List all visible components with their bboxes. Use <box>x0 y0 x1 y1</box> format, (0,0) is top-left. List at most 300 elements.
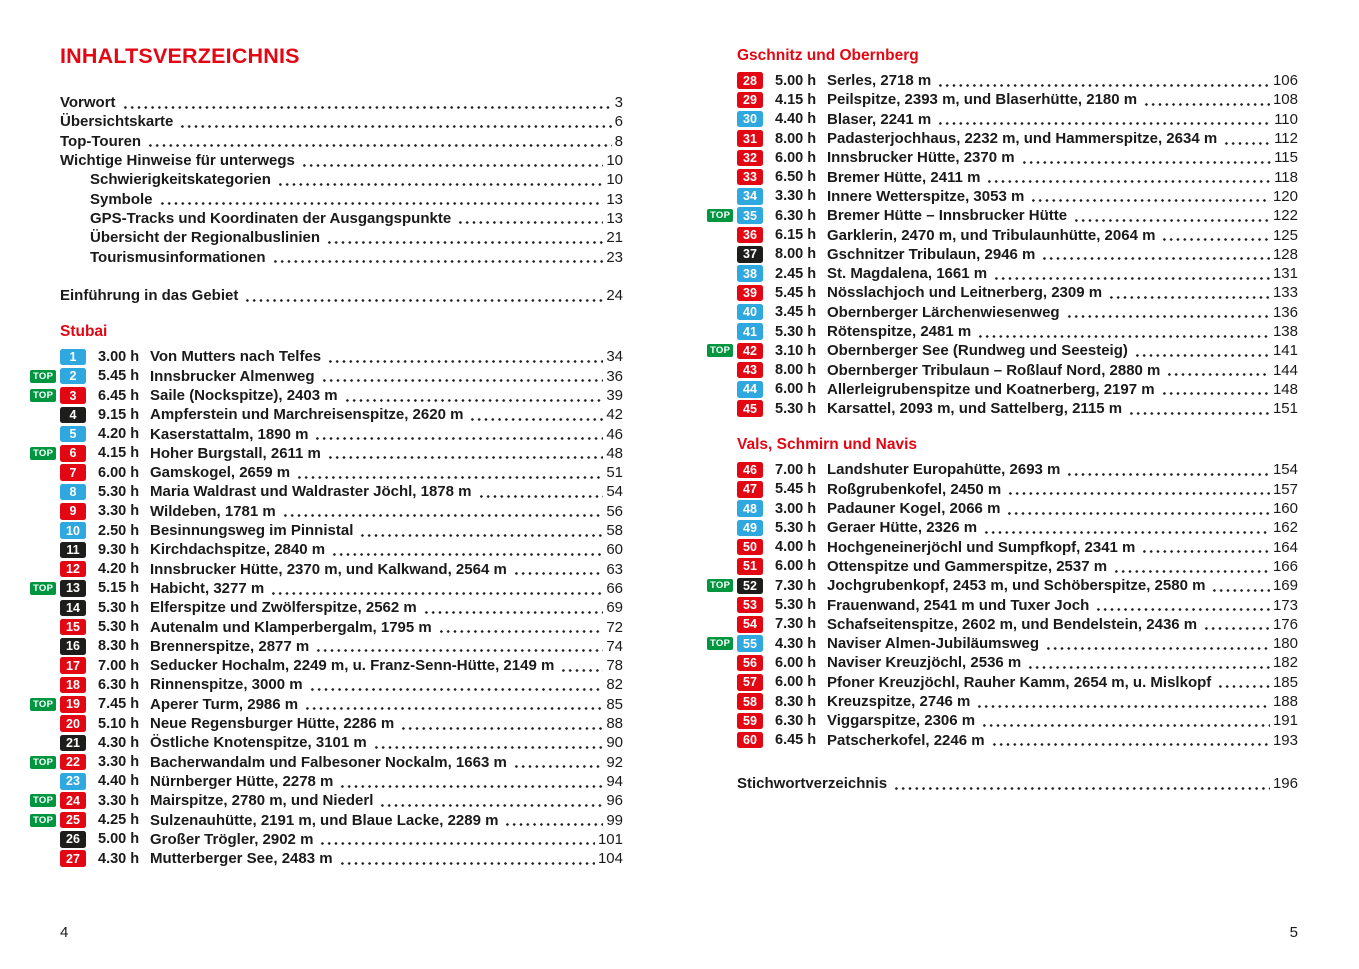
dot-leader <box>937 84 1270 87</box>
top-badge: TOP <box>30 794 56 807</box>
page-number-left: 4 <box>60 924 69 941</box>
tour-time: 4.40 h <box>775 111 817 128</box>
tour-title: Gschnitzer Tribulaun, 2946 m <box>827 245 1036 263</box>
tour-number-badge: 27 <box>60 850 86 867</box>
front-matter-entry <box>60 189 623 208</box>
tour-title: St. Magdalena, 1661 m <box>827 265 988 283</box>
tour-time: 5.45 h <box>98 368 140 385</box>
tour-time: 2.45 h <box>775 265 817 282</box>
tour-entry <box>707 360 1298 379</box>
page-number-right: 5 <box>1289 924 1298 941</box>
tour-number-badge: 28 <box>737 72 763 89</box>
tour-entry <box>30 444 623 463</box>
top-slot <box>30 582 60 595</box>
dot-leader <box>321 379 604 382</box>
tour-page-number: 191 <box>1272 712 1298 730</box>
tour-entry <box>707 110 1298 129</box>
tour-page-number: 63 <box>606 560 623 578</box>
dot-leader <box>1095 608 1270 611</box>
tour-time: 6.30 h <box>775 207 817 224</box>
tour-number-badge: 4 <box>60 407 86 424</box>
tour-title: Innsbrucker Hütte, 2370 m <box>827 149 1015 167</box>
tour-time: 6.45 h <box>775 732 817 749</box>
tour-time: 5.30 h <box>98 483 140 500</box>
tour-page-number: 106 <box>1272 72 1298 90</box>
entry-page-number: 23 <box>606 248 623 266</box>
tour-page-number: 182 <box>1272 654 1298 672</box>
tour-time: 5.10 h <box>98 715 140 732</box>
front-matter-label: Einführung in das Gebiet <box>60 287 239 305</box>
tour-time: 4.15 h <box>98 445 140 462</box>
tour-time: 4.25 h <box>98 812 140 829</box>
tour-entry <box>707 148 1298 167</box>
dot-leader <box>272 260 604 263</box>
dot-leader <box>122 106 612 109</box>
tour-entry <box>707 167 1298 186</box>
tour-page-number: 188 <box>1272 693 1298 711</box>
tour-page-number: 51 <box>606 464 623 482</box>
tour-title: Sulzenauhütte, 2191 m, und Blaue Lacke, 2289 m <box>150 811 499 829</box>
tour-page-number: 144 <box>1272 361 1298 379</box>
dot-leader <box>1161 238 1270 241</box>
tour-entry <box>707 499 1298 518</box>
entry-page-number: 24 <box>606 287 623 305</box>
front-matter-label: Tourismusinformationen <box>90 248 266 266</box>
front-matter-label: Top-Touren <box>60 132 142 150</box>
tour-number-badge: 15 <box>60 619 86 636</box>
tour-page-number: 94 <box>606 772 623 790</box>
dot-leader <box>1066 315 1270 318</box>
tour-time: 4.30 h <box>775 635 817 652</box>
tour-number-badge: 24 <box>60 792 86 809</box>
tour-title: Hochgeneinerjöchl und Sumpfkopf, 2341 m <box>827 538 1136 556</box>
tour-title: Nürnberger Hütte, 2278 m <box>150 772 334 790</box>
tour-page-number: 133 <box>1272 284 1298 302</box>
front-matter-entry <box>60 228 623 247</box>
tour-title: Saile (Nockspitze), 2403 m <box>150 387 338 404</box>
tour-page-number: 131 <box>1272 265 1298 283</box>
dot-leader <box>1211 589 1270 592</box>
tour-entry <box>30 405 623 424</box>
tour-page-number: 173 <box>1272 596 1298 614</box>
tour-number-badge: 42 <box>737 343 763 360</box>
tour-page-number: 90 <box>606 734 623 752</box>
entry-page-number: 10 <box>606 171 623 189</box>
tour-title: Karsattel, 2093 m, und Sattelberg, 2115 m <box>827 400 1123 418</box>
tour-title: Allerleigrubenspitze und Koatnerberg, 2197 m <box>827 380 1155 398</box>
tour-number-badge: 47 <box>737 481 763 498</box>
dot-leader <box>400 727 603 730</box>
tour-time: 7.30 h <box>775 577 817 594</box>
dot-leader <box>993 277 1270 280</box>
dot-leader <box>319 842 595 845</box>
tour-title: Landshuter Europahütte, 2693 m <box>827 461 1061 479</box>
tour-title: Patscherkofel, 2246 m <box>827 731 985 749</box>
tour-title: Wildeben, 1781 m <box>150 502 276 520</box>
dot-leader <box>373 746 604 749</box>
tour-page-number: 141 <box>1272 342 1298 360</box>
dot-leader <box>1223 142 1271 145</box>
top-badge: TOP <box>707 344 733 357</box>
tour-entry <box>707 399 1298 418</box>
dot-leader <box>296 476 603 479</box>
tour-page-number: 69 <box>606 599 623 617</box>
dot-leader <box>339 785 603 788</box>
tour-page-number: 74 <box>606 637 623 655</box>
tour-number-badge: 49 <box>737 520 763 537</box>
tour-entry <box>30 772 623 791</box>
dot-leader <box>327 456 603 459</box>
top-badge: TOP <box>30 698 56 711</box>
tour-title: Pfoner Kreuzjöchl, Rauher Kamm, 2654 m, u. Mislkopf <box>827 673 1212 691</box>
tour-title: Rinnenspitze, 3000 m <box>150 676 303 694</box>
dot-leader <box>314 437 603 440</box>
tour-page-number: 85 <box>606 695 623 713</box>
section-vals-schmirn-und-navis <box>710 435 1298 749</box>
tour-entry <box>707 576 1298 595</box>
tour-page-number: 148 <box>1272 380 1298 398</box>
tour-entry <box>30 598 623 617</box>
tour-entry <box>707 460 1298 479</box>
front-matter-entry <box>60 247 623 266</box>
tour-time: 6.00 h <box>775 674 817 691</box>
dot-leader <box>1128 412 1270 415</box>
dot-leader <box>379 804 603 807</box>
tour-title: Viggarspitze, 2306 m <box>827 712 976 730</box>
tour-entry <box>30 482 623 501</box>
tour-entry <box>707 90 1298 109</box>
tour-number-badge: 53 <box>737 597 763 614</box>
tour-number-badge: 59 <box>737 713 763 730</box>
tour-title: Jochgrubenkopf, 2453 m, und Schöberspitze, 2580 m <box>827 577 1206 595</box>
tour-page-number: 120 <box>1272 187 1298 205</box>
dot-leader <box>304 707 603 710</box>
front-matter-entry <box>60 209 623 228</box>
tour-entry <box>707 711 1298 730</box>
tour-entry <box>30 367 623 386</box>
tour-entry <box>30 502 623 521</box>
tour-number-badge: 10 <box>60 522 86 539</box>
tour-page-number: 82 <box>606 676 623 694</box>
dot-leader <box>277 183 603 186</box>
dot-leader <box>560 669 603 672</box>
tour-page-number: 128 <box>1272 245 1298 263</box>
tour-page-number: 54 <box>606 483 623 501</box>
tour-number-badge: 39 <box>737 285 763 302</box>
tour-page-number: 56 <box>606 502 623 520</box>
top-badge: TOP <box>30 582 56 595</box>
page-title: INHALTSVERZEICHNIS <box>60 44 300 68</box>
tour-time: 3.00 h <box>98 348 140 365</box>
tour-title: Kreuzspitze, 2746 m <box>827 693 971 711</box>
tour-title: Innere Wetterspitze, 3053 m <box>827 187 1025 205</box>
tour-number-badge: 52 <box>737 578 763 595</box>
tour-number-badge: 33 <box>737 169 763 186</box>
tour-title: Ampferstein und Marchreisenspitze, 2620 m <box>150 406 464 424</box>
tour-time: 6.30 h <box>775 712 817 729</box>
top-slot <box>30 698 60 711</box>
tour-title: Rötenspitze, 2481 m <box>827 323 972 340</box>
tour-page-number: 176 <box>1272 615 1298 633</box>
tour-title: Schafseitenspitze, 2602 m, und Bendelstein, 2436 m <box>827 615 1198 633</box>
tour-title: Ottenspitze und Gammerspitze, 2537 m <box>827 557 1108 575</box>
tour-entry <box>707 557 1298 576</box>
tour-entry <box>707 518 1298 537</box>
tour-page-number: 138 <box>1272 323 1298 340</box>
tour-entry <box>707 595 1298 614</box>
tour-number-badge: 44 <box>737 381 763 398</box>
tour-number-badge: 32 <box>737 150 763 167</box>
front-matter-list <box>60 93 623 305</box>
page-right <box>679 0 1359 969</box>
dot-leader <box>344 399 604 402</box>
tour-page-number: 60 <box>606 541 623 559</box>
dot-leader <box>986 180 1271 183</box>
top-badge: TOP <box>30 389 56 402</box>
dot-leader <box>893 787 1270 790</box>
tour-title: Roßgrubenkofel, 2450 m <box>827 480 1002 498</box>
tour-time: 6.45 h <box>98 387 140 404</box>
tour-entry <box>707 303 1298 322</box>
tour-time: 9.15 h <box>98 406 140 423</box>
tour-title: Naviser Almen-Jubiläumsweg <box>827 635 1040 653</box>
tour-number-badge: 37 <box>737 246 763 263</box>
tour-title: Elferspitze und Zwölferspitze, 2562 m <box>150 599 417 617</box>
tour-title: Kaserstattalm, 1890 m <box>150 425 309 443</box>
tour-time: 8.30 h <box>98 638 140 655</box>
tour-page-number: 162 <box>1272 519 1298 537</box>
tour-title: Frauenwand, 2541 m und Tuxer Joch <box>827 596 1090 614</box>
tour-time: 3.30 h <box>98 503 140 520</box>
tour-entry <box>707 187 1298 206</box>
tour-entry <box>707 731 1298 750</box>
tour-number-badge: 3 <box>60 387 86 404</box>
dot-leader <box>1141 550 1270 553</box>
top-badge: TOP <box>30 447 56 460</box>
tour-entry <box>707 653 1298 672</box>
tour-title: Bremer Hütte, 2411 m <box>827 168 981 186</box>
tour-entry <box>707 206 1298 225</box>
entry-page-number: 10 <box>606 152 623 170</box>
section-entries <box>30 347 623 868</box>
tour-time: 9.30 h <box>98 541 140 558</box>
tour-number-badge: 16 <box>60 638 86 655</box>
top-badge: TOP <box>30 756 56 769</box>
dot-leader <box>244 299 603 302</box>
tour-entry <box>707 71 1298 90</box>
tour-title: Obernberger Tribulaun – Roßlauf Nord, 2880 m <box>827 361 1161 379</box>
section-entries <box>707 71 1298 418</box>
tour-title: Padasterjochhaus, 2232 m, und Hammerspitze, 2634 m <box>827 130 1218 148</box>
tour-page-number: 154 <box>1272 461 1298 479</box>
dot-leader <box>1041 257 1270 260</box>
tour-entry <box>30 463 623 482</box>
section-gschnitz-und-obernberg <box>710 46 1298 418</box>
tour-title: Maria Waldrast und Waldraster Jöchl, 1878 m <box>150 483 472 501</box>
tour-page-number: 166 <box>1272 557 1298 575</box>
tour-title: Innsbrucker Almenweg <box>150 367 315 385</box>
tour-time: 6.00 h <box>775 558 817 575</box>
front-matter-entry <box>60 132 623 151</box>
tour-time: 5.30 h <box>775 400 817 417</box>
dot-leader <box>981 724 1270 727</box>
tour-page-number: 110 <box>1274 110 1298 128</box>
tour-time: 5.30 h <box>775 597 817 614</box>
tour-page-number: 157 <box>1272 480 1298 498</box>
dot-leader <box>1161 392 1270 395</box>
top-slot <box>707 344 737 357</box>
tour-number-badge: 56 <box>737 655 763 672</box>
tour-entry <box>30 753 623 772</box>
tour-number-badge: 5 <box>60 426 86 443</box>
tour-entry <box>30 560 623 579</box>
tour-page-number: 125 <box>1272 226 1298 244</box>
tour-time: 7.00 h <box>775 461 817 478</box>
tour-number-badge: 57 <box>737 674 763 691</box>
tour-title: Blaser, 2241 m <box>827 110 932 128</box>
tour-page-number: 96 <box>606 792 623 810</box>
tour-number-badge: 30 <box>737 111 763 128</box>
index-entry-page: 196 <box>1272 774 1298 792</box>
tour-page-number: 48 <box>606 444 623 462</box>
tour-time: 5.15 h <box>98 580 140 597</box>
tour-time: 5.45 h <box>775 284 817 301</box>
tour-title: Peilspitze, 2393 m, und Blaserhütte, 2180 m <box>827 91 1138 109</box>
entry-page-number: 8 <box>614 132 623 150</box>
dot-leader <box>1217 685 1270 688</box>
tour-entry <box>707 692 1298 711</box>
front-matter-label: Schwierigkeitskategorien <box>90 171 271 189</box>
tour-entry <box>707 129 1298 148</box>
tour-time: 5.00 h <box>775 72 817 89</box>
tour-page-number: 46 <box>606 425 623 443</box>
tour-time: 8.00 h <box>775 246 817 263</box>
tour-number-badge: 58 <box>737 693 763 710</box>
tour-title: Nösslachjoch und Leitnerberg, 2309 m <box>827 284 1103 302</box>
tour-entry <box>30 424 623 443</box>
tour-title: Östliche Knotenspitze, 3101 m <box>150 734 367 752</box>
tour-number-badge: 11 <box>60 542 86 559</box>
tour-title: Mutterberger See, 2483 m <box>150 850 333 868</box>
index-entry-label: Stichwortverzeichnis <box>737 774 888 792</box>
tour-entry <box>707 673 1298 692</box>
front-matter-label: GPS-Tracks und Koordinaten der Ausgangspunkte <box>90 209 452 227</box>
tour-entry <box>707 341 1298 360</box>
tour-entry <box>707 322 1298 341</box>
tour-title: Geraer Hütte, 2326 m <box>827 519 978 537</box>
tour-entry <box>30 791 623 810</box>
dot-leader <box>1030 199 1270 202</box>
dot-leader <box>270 592 603 595</box>
tour-number-badge: 55 <box>737 635 763 652</box>
tour-number-badge: 40 <box>737 304 763 321</box>
tour-entry <box>30 830 623 849</box>
front-matter-entry <box>60 151 623 170</box>
tour-page-number: 42 <box>606 406 623 424</box>
tour-title: Innsbrucker Hütte, 2370 m, und Kalkwand, 2564 m <box>150 560 507 578</box>
tour-entry <box>30 849 623 868</box>
tour-title: Von Mutters nach Telfes <box>150 348 322 366</box>
tour-entry <box>30 579 623 598</box>
section-heading: Stubai <box>60 323 108 341</box>
dot-leader <box>1073 219 1270 222</box>
tour-page-number: 88 <box>606 715 623 733</box>
tour-title: Padauner Kogel, 2066 m <box>827 500 1001 518</box>
tour-time: 3.00 h <box>775 500 817 517</box>
tour-page-number: 101 <box>597 830 623 848</box>
top-badge: TOP <box>707 579 733 592</box>
dot-leader <box>1134 354 1270 357</box>
tour-page-number: 112 <box>1274 130 1298 148</box>
tour-page-number: 193 <box>1272 731 1298 749</box>
tour-time: 5.30 h <box>775 323 817 340</box>
tour-number-badge: 60 <box>737 732 763 749</box>
tour-page-number: 169 <box>1272 577 1298 595</box>
tour-time: 6.00 h <box>775 654 817 671</box>
front-matter-entry <box>60 93 623 112</box>
dot-leader <box>301 164 603 167</box>
top-slot <box>30 814 60 827</box>
tour-title: Neue Regensburger Hütte, 2286 m <box>150 715 395 733</box>
front-matter-entry <box>60 286 623 305</box>
section-heading: Vals, Schmirn und Navis <box>737 436 918 454</box>
top-badge: TOP <box>30 370 56 383</box>
tour-title: Habicht, 3277 m <box>150 579 265 597</box>
tour-title: Brennerspitze, 2877 m <box>150 637 310 655</box>
tour-number-badge: 34 <box>737 188 763 205</box>
top-slot <box>30 389 60 402</box>
tour-page-number: 72 <box>606 618 623 636</box>
index-entry <box>737 774 1298 793</box>
tour-time: 2.50 h <box>98 522 140 539</box>
tour-entry <box>707 380 1298 399</box>
tour-time: 7.45 h <box>98 696 140 713</box>
tour-time: 5.30 h <box>98 599 140 616</box>
tour-time: 6.30 h <box>98 676 140 693</box>
tour-page-number: 164 <box>1272 538 1298 556</box>
tour-number-badge: 35 <box>737 207 763 224</box>
dot-leader <box>1007 492 1270 495</box>
tour-number-badge: 50 <box>737 539 763 556</box>
front-matter-entry <box>60 112 623 131</box>
tour-time: 4.40 h <box>98 773 140 790</box>
tour-page-number: 180 <box>1272 635 1298 653</box>
tour-number-badge: 12 <box>60 561 86 578</box>
tour-entry <box>707 283 1298 302</box>
top-slot <box>30 756 60 769</box>
tour-number-badge: 17 <box>60 657 86 674</box>
tour-number-badge: 29 <box>737 92 763 109</box>
front-matter-label: Symbole <box>90 190 153 208</box>
section-stubai <box>33 322 623 868</box>
tour-page-number: 185 <box>1272 673 1298 691</box>
tour-number-badge: 48 <box>737 500 763 517</box>
dot-leader <box>469 418 603 421</box>
dot-leader <box>327 360 603 363</box>
dot-leader <box>339 862 595 865</box>
tour-page-number: 108 <box>1272 91 1298 109</box>
tour-title: Großer Trögler, 2902 m <box>150 830 314 848</box>
tour-page-number: 36 <box>606 367 623 385</box>
top-badge: TOP <box>707 209 733 222</box>
tour-number-badge: 23 <box>60 773 86 790</box>
dot-leader <box>478 495 604 498</box>
tour-number-badge: 25 <box>60 812 86 829</box>
tour-title: Bacherwandalm und Falbesoner Nockalm, 1663 m <box>150 753 507 771</box>
tour-entry <box>30 540 623 559</box>
top-badge: TOP <box>707 637 733 650</box>
tour-page-number: 104 <box>597 850 623 868</box>
